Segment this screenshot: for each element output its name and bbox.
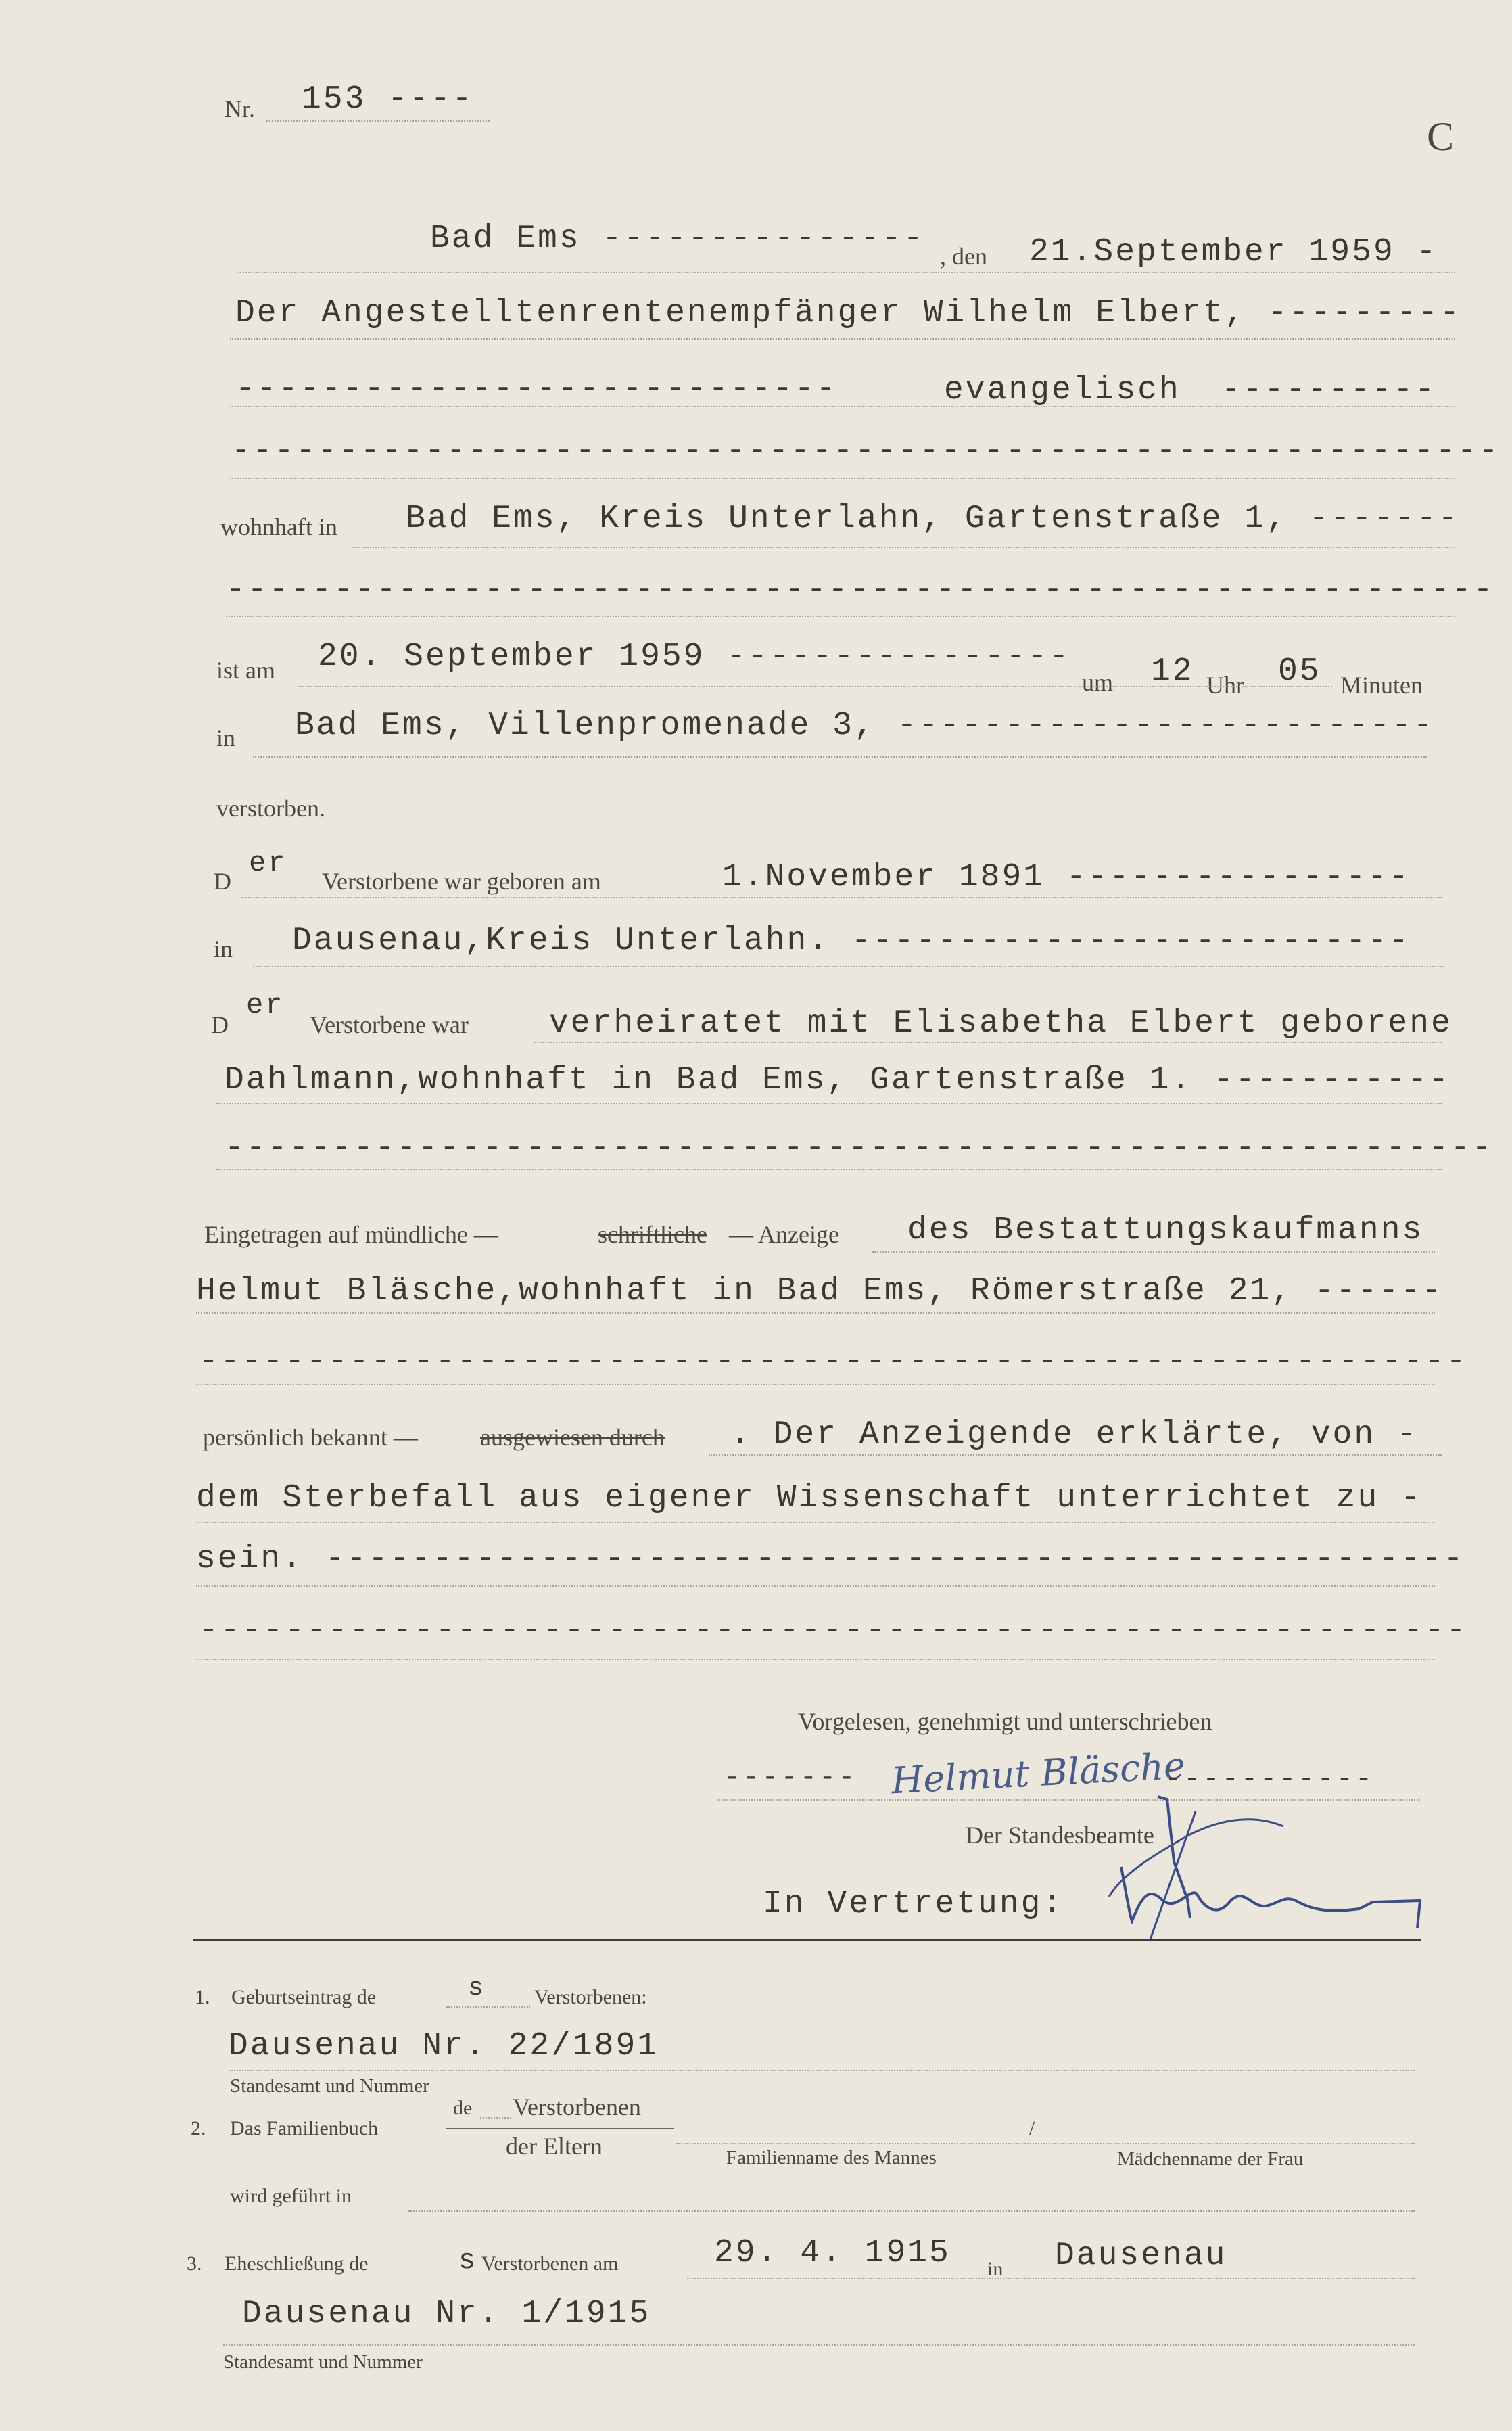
den-label: , den — [940, 243, 987, 270]
note-1-label: Geburtseintrag de — [231, 1986, 377, 2008]
nr-label: Nr. — [225, 95, 255, 122]
report-line-3: ----------------------------------------------------------- — [199, 1343, 1468, 1380]
note-2-label: Das Familienbuch — [230, 2117, 379, 2139]
marital-gender-suffix: er — [246, 989, 285, 1021]
birth-in-label: in — [214, 935, 233, 963]
verstorben-label: verstorben. — [216, 795, 325, 822]
note-2-caption-wife: Mädchenname der Frau — [1117, 2148, 1304, 2170]
note-3-place: Dausenau — [1055, 2238, 1227, 2274]
registration-place: Bad Ems --------------- — [430, 221, 925, 257]
birth-label: Verstorbene war geboren am — [322, 868, 601, 895]
identification-line-1: . Der Anzeigende erklärte, von - — [730, 1416, 1419, 1453]
report-label-start: Eingetragen auf mündliche — — [204, 1221, 498, 1248]
marital-line-2: Dahlmann,wohnhaft in Bad Ems, Gartenstraße 1. ----------- — [225, 1062, 1450, 1098]
note-2-fraction-line — [446, 2128, 674, 2129]
note-3-label: Eheschließung de — [225, 2252, 369, 2275]
death-minutes: 05 — [1278, 653, 1321, 690]
signature-stroke — [1109, 1820, 1283, 1897]
vorgelesen-text: Vorgelesen, genehmigt und unterschrieben — [798, 1708, 1212, 1735]
ist-am-label: ist am — [216, 657, 275, 684]
note-1-label-end: Verstorbenen: — [534, 1986, 647, 2008]
signature-left-dashes: ------- — [724, 1761, 857, 1794]
religion-tail: ---------- — [1221, 372, 1437, 409]
informant-signature: Helmut Bläsche — [890, 1744, 1187, 1803]
dotted-line — [687, 2278, 1415, 2279]
uhr-label: Uhr — [1206, 672, 1244, 699]
note-2-caption-husband: Familienname des Mannes — [726, 2147, 937, 2169]
identification-line-3: sein. ----------------------------------------------------- — [196, 1541, 1465, 1577]
report-line-2: Helmut Bläsche,wohnhaft in Bad Ems, Römerstraße 21, ------ — [196, 1273, 1444, 1310]
note-1-number: 1. — [195, 1986, 210, 2008]
death-in-label: in — [216, 724, 236, 751]
note-2-de: de — [453, 2097, 473, 2119]
note-3-in-label: in — [987, 2258, 1003, 2280]
in-vertretung-label: In Vertretung: — [763, 1886, 1064, 1922]
note-1-value: Dausenau Nr. 22/1891 — [229, 2028, 659, 2064]
dotted-line — [408, 2210, 1415, 2212]
note-1-suffix: s — [468, 1974, 486, 2003]
identification-label-struck: ausgewiesen durch — [480, 1424, 665, 1451]
note-2-option-deceased: Verstorbenen — [513, 2093, 641, 2121]
section-divider — [193, 1939, 1421, 1941]
death-hour: 12 — [1151, 653, 1194, 690]
registration-date: 21.September 1959 - — [1029, 234, 1438, 271]
death-place: Bad Ems, Villenpromenade 3, ------------------------- — [295, 708, 1435, 744]
note-3-value: Dausenau Nr. 1/1915 — [242, 2296, 651, 2332]
note-3-number: 3. — [187, 2252, 202, 2275]
minuten-label: Minuten — [1340, 672, 1423, 699]
birth-d-label: D — [214, 868, 231, 895]
religion-dashes: ---------------------------- — [235, 371, 838, 407]
identification-line-2: dem Sterbefall aus eigener Wissenschaft unterrichtet zu - — [196, 1480, 1422, 1517]
residence-label: wohnhaft in — [220, 513, 337, 540]
birth-date: 1.November 1891 ---------------- — [722, 859, 1411, 896]
dotted-line — [446, 2006, 530, 2008]
marital-label: Verstorbene war — [310, 1011, 469, 1038]
death-date: 20. September 1959 ---------------- — [318, 639, 1071, 675]
report-line-1: des Bestattungskaufmanns — [907, 1212, 1424, 1249]
note-3-date: 29. 4. 1915 — [714, 2235, 951, 2271]
identification-line-4: ----------------------------------------------------------- — [199, 1613, 1468, 1649]
marital-d-label: D — [211, 1011, 229, 1038]
dotted-line — [229, 2070, 1415, 2071]
birth-gender-suffix: er — [249, 847, 287, 879]
note-2-slash: / — [1029, 2117, 1035, 2139]
dotted-line — [480, 2117, 511, 2119]
note-2-kept-label: wird geführt in — [230, 2185, 352, 2207]
religion: evangelisch — [944, 372, 1181, 409]
entry-number: 153 ---- — [302, 81, 474, 118]
note-3-suffix: s — [458, 2244, 478, 2277]
residence-value: Bad Ems, Kreis Unterlahn, Gartenstraße 1, ------- — [406, 501, 1460, 537]
marital-line-3: ----------------------------------------------------------- — [225, 1130, 1494, 1166]
signature-stroke — [1150, 1811, 1196, 1941]
report-label-end: — Anzeige — [729, 1221, 839, 1248]
note-2-number: 2. — [191, 2117, 206, 2139]
note-2-option-parents: der Eltern — [506, 2133, 603, 2160]
um-label: um — [1082, 669, 1114, 696]
standesbeamte-label: Der Standesbeamte — [966, 1822, 1154, 1849]
note-3-label-end: Verstorbenen am — [481, 2252, 619, 2275]
birth-place: Dausenau,Kreis Unterlahn. -------------------------- — [292, 923, 1411, 959]
deceased-description: Der Angestelltenrentenempfänger Wilhelm Elbert, --------- — [235, 295, 1461, 331]
dotted-line — [676, 2143, 1415, 2144]
identification-label-start: persönlich bekannt — — [203, 1424, 418, 1451]
note-1-caption: Standesamt und Nummer — [230, 2075, 429, 2097]
residence-continuation: ----------------------------------------------------------- — [226, 572, 1495, 609]
signature-right-dashes: ----------- — [1164, 1763, 1375, 1795]
corner-mark: C — [1427, 114, 1455, 159]
dotted-line — [223, 2344, 1415, 2346]
note-3-caption: Standesamt und Nummer — [223, 2351, 423, 2373]
dash-line: ----------------------------------------------------------- — [231, 433, 1501, 469]
marital-line-1: verheiratet mit Elisabetha Elbert geborene — [549, 1005, 1452, 1042]
report-label-struck: schriftliche — [598, 1221, 707, 1248]
